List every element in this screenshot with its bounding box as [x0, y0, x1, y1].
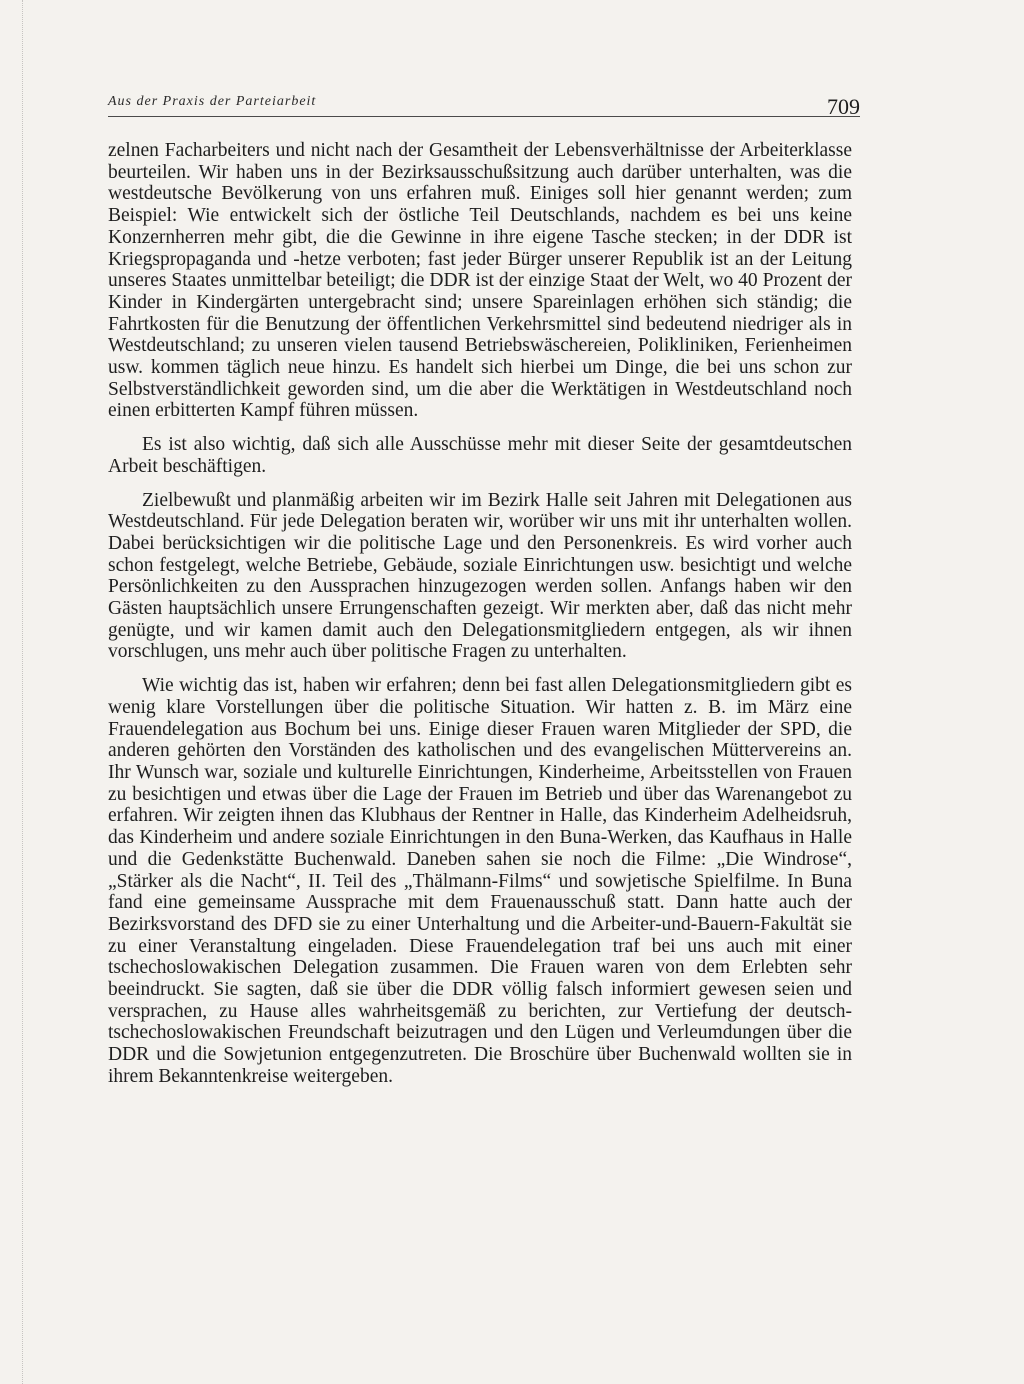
paragraph: Es ist also wichtig, daß sich alle Ausschüsse mehr mit dieser Seite der gesamtdeutschen Arbeit beschäftigen. — [108, 434, 852, 477]
paragraph: zelnen Facharbeiters und nicht nach der Gesamtheit der Lebensverhältnisse der Arbeiterklasse beurteilen. Wir haben uns in der Bezirksausschußsitzung auch darüber unterhalten, was die westdeutsche Bevölkerung von uns erfahren muß. Einiges soll hier genannt werden; zum Beispiel: Wie entwickelt sich der östliche Teil Deutschlands, nachdem es bei uns keine Konzernherren mehr gibt, die die Gewinne in ihre eigene Tasche stecken; in der DDR ist Kriegspropaganda und -hetze verboten; fast jeder Bürger unserer Republik ist an der Leitung unseres Staates unmittelbar beteiligt; die DDR ist der einzige Staat der Welt, wo 40 Prozent der Kinder in Kindergärten untergebracht sind; unsere Spareinlagen erhöhen sich ständig; die Fahrtkosten für die Benutzung der öffentlichen Verkehrsmittel sind bedeutend niedriger als in Westdeutschland; zu unseren vielen tausend Betriebswäschereien, Polikliniken, Ferienheimen usw. kommen täglich neue hinzu. Es handelt sich hierbei um Dinge, die bei uns schon zur Selbstverständlichkeit geworden sind, um die aber die Werktätigen in Westdeutschland noch einen erbitterten Kampf führen müssen. — [108, 140, 852, 422]
page-number: 709 — [827, 94, 860, 119]
running-header — [108, 88, 860, 118]
body-text — [108, 140, 852, 1100]
running-title: Aus der Praxis der Parteiarbeit — [108, 94, 317, 109]
paragraph: Zielbewußt und planmäßig arbeiten wir im Bezirk Halle seit Jahren mit Delegationen aus Westdeutschland. Für jede Delegation beraten wir, worüber wir uns mit ihr unterhalten wollen. Dabei berücksichtigen wir die politische Lage und den Personenkreis. Es wird vorher auch schon festgelegt, welche Betriebe, Gebäude, soziale Einrichtungen usw. besichtigt und welche Persönlichkeiten zu den Aussprachen hinzugezogen werden sollen. Anfangs haben wir den Gästen hauptsächlich unsere Errungenschaften gezeigt. Wir merkten aber, daß das nicht mehr genügte, und wir kamen damit auch den Delegationsmitgliedern entgegen, als wir ihnen vorschlugen, uns mehr auch über politische Fragen zu unterhalten. — [108, 489, 852, 663]
paragraph: Wie wichtig das ist, haben wir erfahren; denn bei fast allen Delegationsmitgliedern gibt es wenig klare Vorstellungen über die politische Situation. Wir hatten z. B. im März eine Frauendelegation aus Bochum bei uns. Einige dieser Frauen waren Mitglieder der SPD, die anderen gehörten den Vorständen des katholischen und des evangelischen Müttervereins an. Ihr Wunsch war, soziale und kulturelle Einrichtungen, Kinderheime, Arbeitsstellen von Frauen zu besichtigen und etwas über die Lage der Frauen im Betrieb und über das Warenangebot zu erfahren. Wir zeigten ihnen das Klubhaus der Rentner in Halle, das Kinderheim Adelheidsruh, das Kinderheim und andere soziale Einrichtungen in den Buna-Werken, das Kaufhaus in Halle und die Gedenkstätte Buchenwald. Daneben sahen sie noch die Filme: „Die Windrose“, „Stärker als die Nacht“, II. Teil des „Thälmann-Films“ und sowjetische Spielfilme. In Buna fand eine gemeinsame Aussprache mit dem Frauenausschuß statt. Dann hatte auch der Bezirksvorstand des DFD sie zu einer Unterhaltung und die Arbeiter-und-Bauern-Fakultät sie zu einer Veranstaltung eingeladen. Diese Frauendelegation traf bei uns auch mit einer tschechoslowakischen Delegation zusammen. Die Frauen waren von dem Erlebten sehr beeindruckt. Sie sagten, daß sie über die DDR völlig falsch informiert gewesen seien und versprachen, zu Hause alles wahrheitsgemäß zu berichten, zur Vertiefung der deutsch-tschechoslowakischen Freundschaft beizutragen und den Lügen und Verleumdungen über die DDR und die Sowjetunion entgegenzutreten. Die Broschüre über Buchenwald wollten sie in ihrem Bekanntenkreise weitergeben. — [108, 675, 852, 1087]
page-edge-mark — [22, 0, 43, 1384]
header-rule — [108, 116, 860, 117]
